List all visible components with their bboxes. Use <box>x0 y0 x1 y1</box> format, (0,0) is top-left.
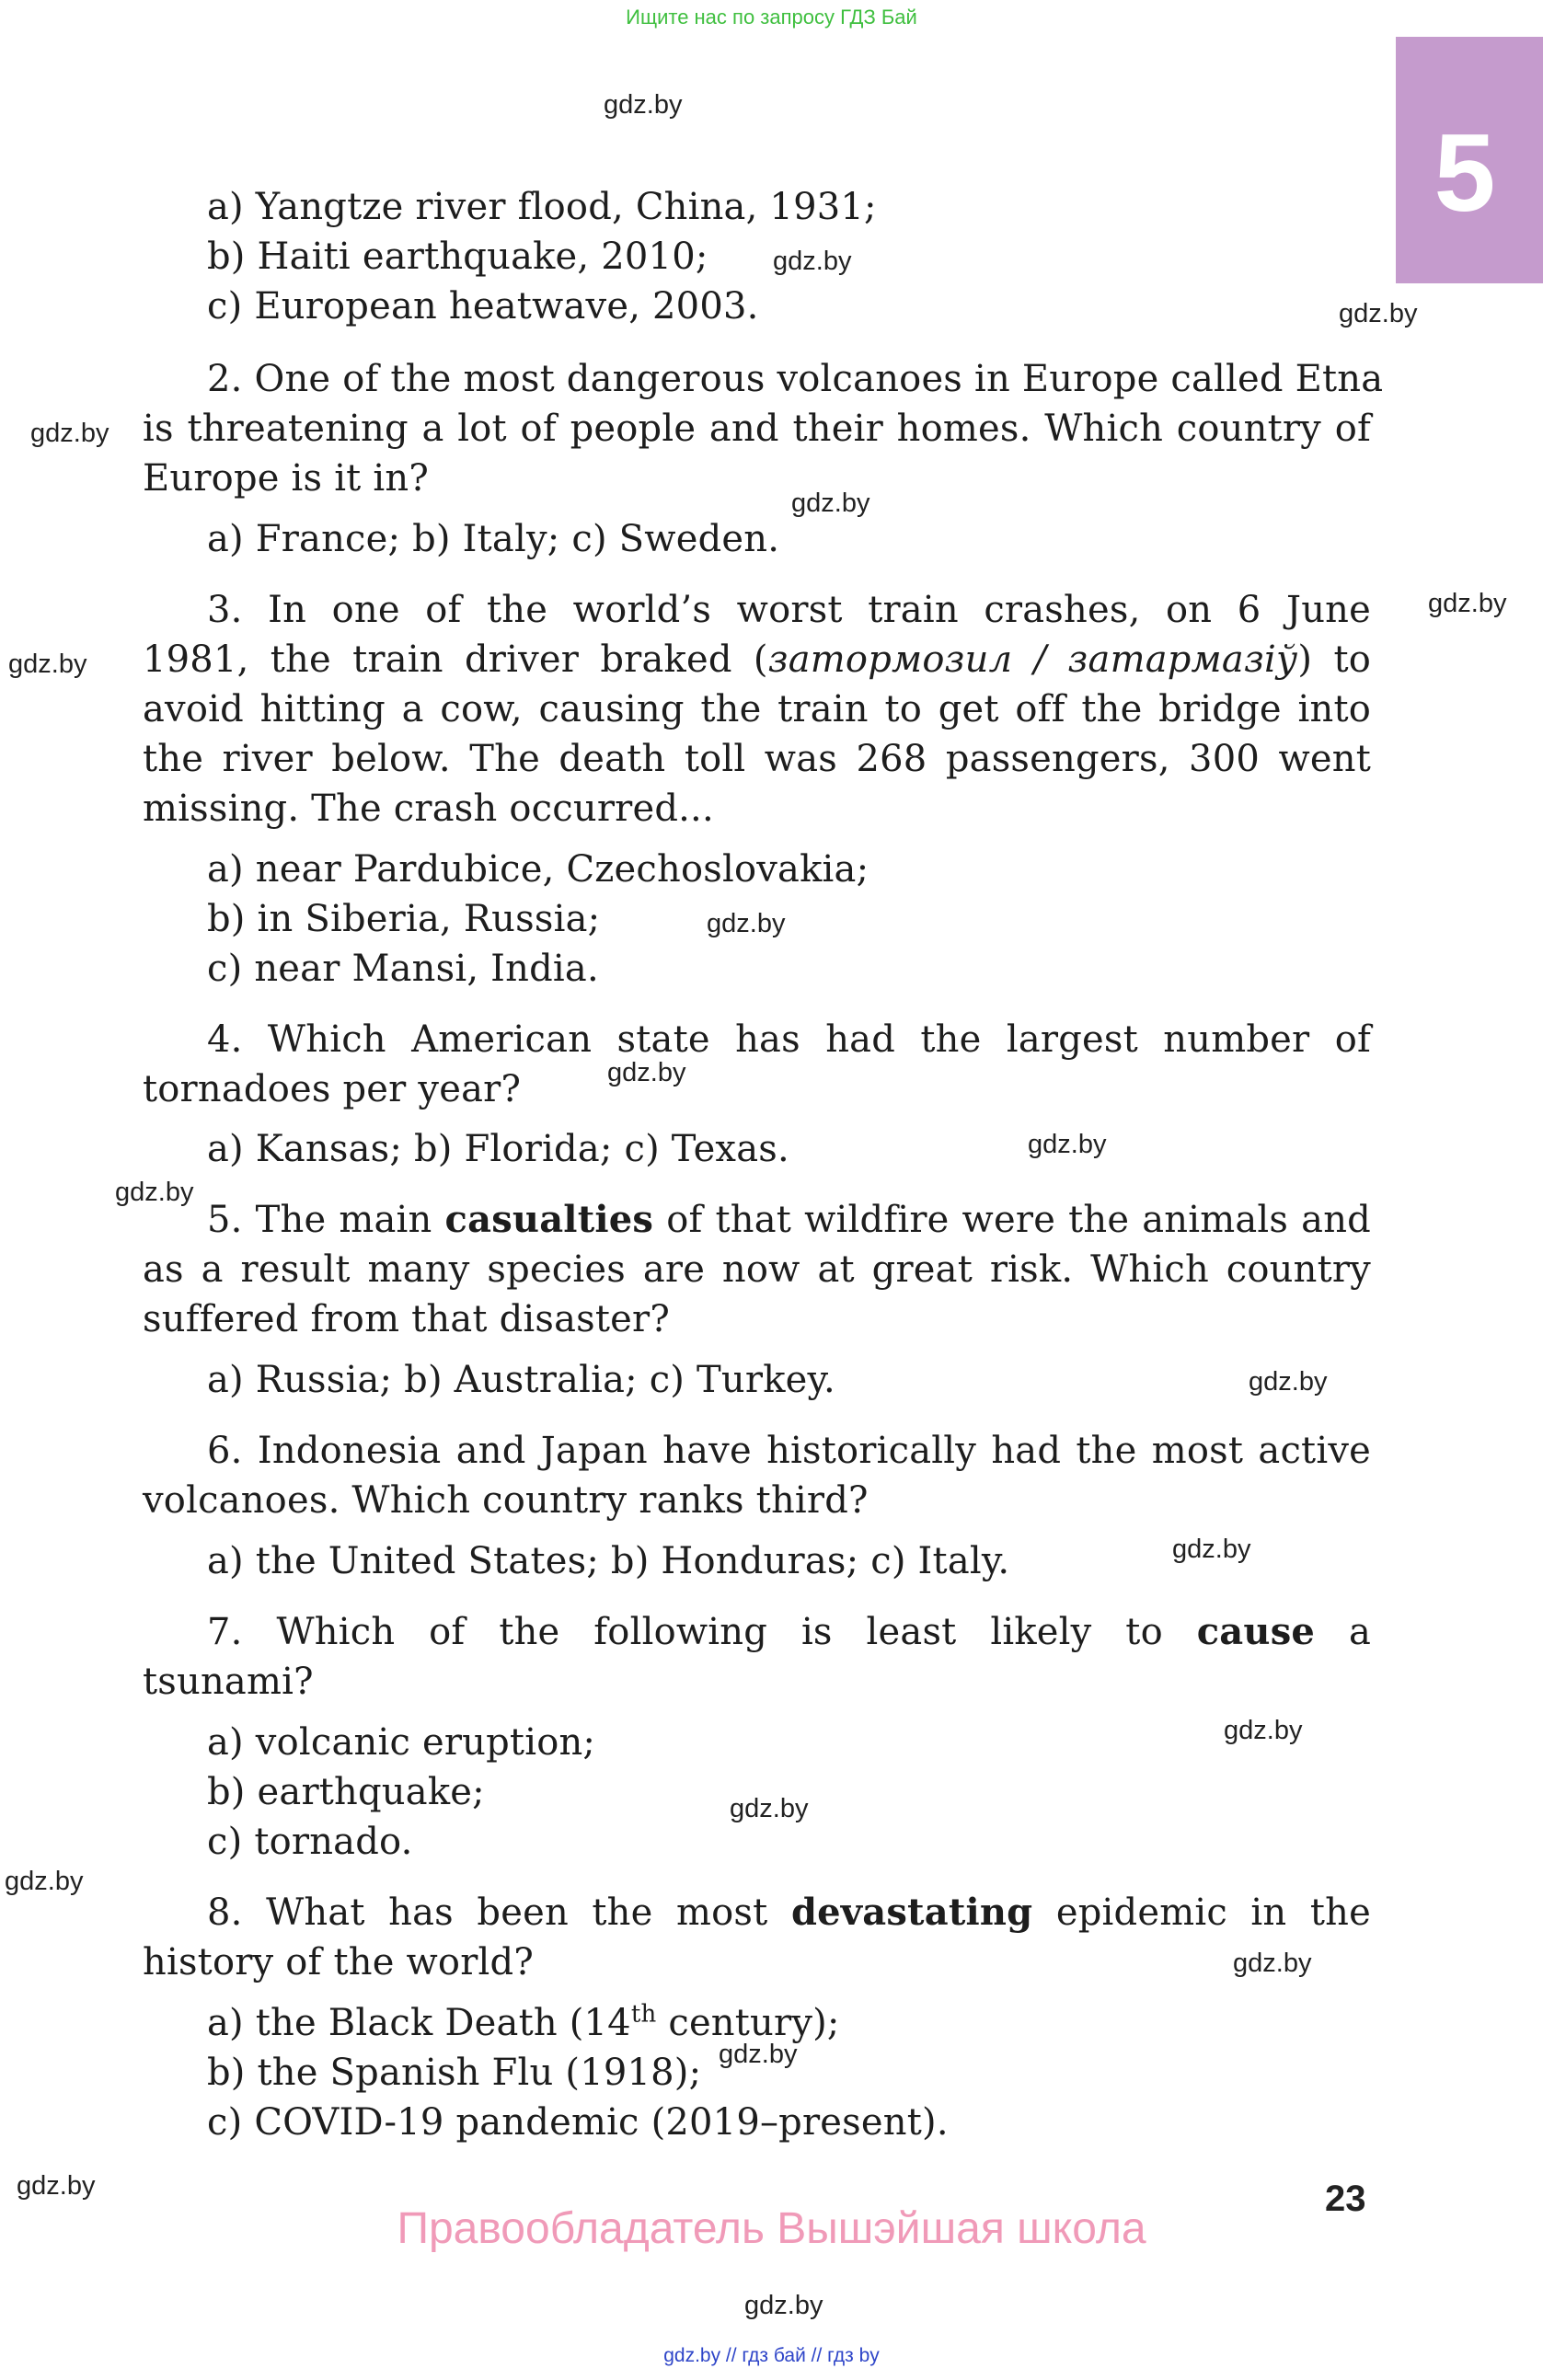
q5-options: a) Russia; b) Australia; c) Turkey. <box>207 1359 835 1401</box>
watermark: gdz.by <box>791 489 870 518</box>
watermark: gdz.by <box>5 1867 84 1896</box>
watermark: gdz.by <box>1224 1716 1303 1745</box>
q5-keyword: casualties <box>444 1198 654 1241</box>
q4-options: a) Kansas; b) Florida; c) Texas. <box>207 1128 789 1170</box>
q5-line-1-post: of that wildfire were the animals and <box>653 1199 1371 1241</box>
q8-line-1 <box>207 1888 1371 1937</box>
q5-line-1-pre: 5. The main <box>207 1199 445 1241</box>
q2-line-1: 2. One of the most dangerous volcanoes in Europe called Etna <box>207 358 1384 400</box>
watermark: gdz.by <box>115 1178 194 1207</box>
watermark: gdz.by <box>1428 589 1507 618</box>
q7-option-a: a) volcanic eruption; <box>207 1721 596 1764</box>
watermark: gdz.by <box>607 1058 686 1087</box>
watermark: gdz.by <box>30 419 109 448</box>
watermark: gdz.by <box>604 90 683 120</box>
watermark: gdz.by <box>1249 1367 1328 1397</box>
q7-line-1 <box>207 1607 1371 1657</box>
q3-option-c: c) near Mansi, India. <box>207 948 599 990</box>
q8-option-c: c) COVID-19 pandemic (2019–present). <box>207 2101 949 2144</box>
q6-line-1: 6. Indonesia and Japan have historically had the most active <box>207 1430 1371 1472</box>
q2-options: a) France; b) Italy; c) Sweden. <box>207 518 780 560</box>
q1-option-a: a) Yangtze river flood, China, 1931; <box>207 186 877 228</box>
q2-line-2: is threatening a lot of people and their homes. Which country of <box>143 408 1371 450</box>
page-number: 23 <box>1325 2179 1366 2219</box>
q3-line-1: 3. In one of the world’s worst train crashes, on 6 June <box>207 589 1371 631</box>
q3-line-2-post: ) to <box>1297 638 1372 681</box>
q3-line-2-pre: 1981, the train driver braked ( <box>143 638 768 681</box>
q6-line-2: volcanoes. Which country ranks third? <box>143 1479 869 1522</box>
q8-line-1-pre: 8. What has been the most <box>207 1891 791 1934</box>
watermark: gdz.by <box>1172 1535 1251 1564</box>
q7-option-c: c) tornado. <box>207 1821 413 1863</box>
watermark: gdz.by <box>17 2171 96 2201</box>
watermark: gdz.by <box>1028 1130 1107 1159</box>
q8-option-b: b) the Spanish Flu (1918); <box>207 2052 702 2094</box>
q1-option-c: c) European heatwave, 2003. <box>207 285 759 328</box>
q3-option-a: a) near Pardubice, Czechoslovakia; <box>207 848 869 891</box>
watermark: gdz.by <box>744 2291 823 2320</box>
q8-option-a-sup: th <box>630 2000 657 2029</box>
q7-line-1-post: a <box>1315 1611 1371 1653</box>
watermark: gdz.by <box>1339 299 1418 328</box>
q7-option-b: b) earthquake; <box>207 1771 485 1813</box>
footer-links[interactable]: gdz.by // гдз бай // гдз by <box>663 2345 880 2366</box>
q1-option-b: b) Haiti earthquake, 2010; <box>207 236 708 278</box>
q3-line-2 <box>143 635 1371 684</box>
q8-option-a <box>207 1998 840 2048</box>
watermark: gdz.by <box>773 247 852 276</box>
top-search-banner: Ищите нас по запросу ГДЗ Бай <box>626 6 917 29</box>
chapter-tab <box>1396 37 1543 283</box>
q4-line-2: tornadoes per year? <box>143 1068 522 1110</box>
q3-line-5: missing. The crash occurred... <box>143 788 714 830</box>
copyright-notice: Правообладатель Вышэйшая школа <box>397 2204 1146 2253</box>
q3-line-4: the river below. The death toll was 268 passengers, 300 went <box>143 738 1371 780</box>
q3-translation: затормозил / затармазіў <box>767 638 1298 681</box>
chapter-number: 5 <box>1434 111 1496 235</box>
q7-keyword: cause <box>1196 1610 1316 1653</box>
watermark: gdz.by <box>719 2040 798 2069</box>
q5-line-1 <box>207 1195 1371 1245</box>
q8-line-1-post: epidemic in the <box>1032 1891 1371 1934</box>
q3-line-3: avoid hitting a cow, causing the train to get off the bridge into <box>143 688 1371 730</box>
q2-line-3: Europe is it in? <box>143 457 429 500</box>
q5-line-3: suffered from that disaster? <box>143 1298 671 1340</box>
q8-line-2: history of the world? <box>143 1941 534 1983</box>
q8-keyword: devastating <box>790 1891 1033 1934</box>
watermark: gdz.by <box>1233 1949 1312 1978</box>
q4-line-1: 4. Which American state has had the largest number of <box>207 1018 1371 1061</box>
q7-line-2: tsunami? <box>143 1661 314 1703</box>
q8-option-a-post: century); <box>656 2002 840 2044</box>
q5-line-2: as a result many species are now at great risk. Which country <box>143 1248 1371 1291</box>
watermark: gdz.by <box>730 1794 809 1823</box>
watermark: gdz.by <box>8 650 87 679</box>
q7-line-1-pre: 7. Which of the following is least likely to <box>207 1611 1197 1653</box>
q8-option-a-pre: a) the Black Death (14 <box>207 2002 631 2044</box>
q3-option-b: b) in Siberia, Russia; <box>207 898 601 940</box>
q6-options: a) the United States; b) Honduras; c) Italy. <box>207 1540 1010 1582</box>
watermark: gdz.by <box>707 909 786 938</box>
